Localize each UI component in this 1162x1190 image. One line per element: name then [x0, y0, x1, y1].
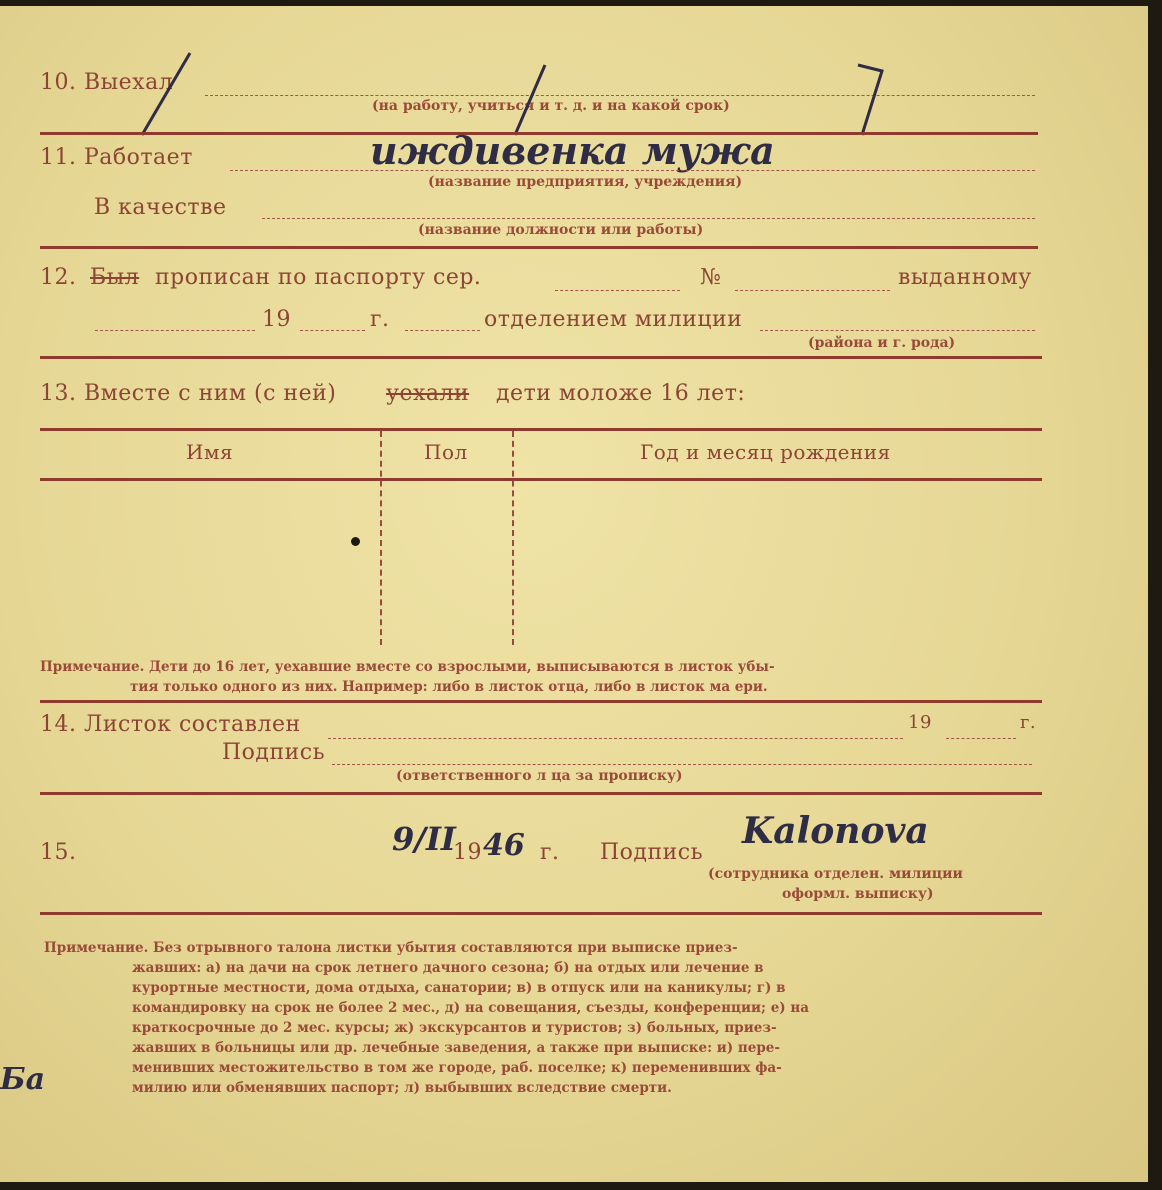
police-dept-line[interactable] [760, 330, 1035, 331]
divider-11 [40, 246, 1038, 249]
table-header-birth: Год и месяц рождения [640, 440, 891, 464]
bottom-note-line: Примечание. Без отрывного талона листки убытия составляются при выписке приез- [44, 940, 738, 956]
divider-12 [40, 356, 1042, 359]
field-12-g: г. [370, 307, 390, 332]
field-12-num: 12. [40, 265, 77, 290]
table-header-name: Имя [186, 440, 234, 464]
divider-13 [40, 700, 1042, 703]
bottom-note-line: жавших в больницы или др. лечебные заведения, а также при выписке: и) пере- [132, 1040, 780, 1056]
field-14-caption: (ответственного л ца за прописку) [396, 768, 683, 784]
field-11-caption1: (название предприятия, учреждения) [428, 174, 743, 190]
field-15-g: г. [540, 840, 560, 865]
field-15-caption2: оформл. выписку) [782, 886, 934, 902]
field-15-label: 15. [40, 840, 77, 865]
margin-handwriting: Ба [0, 1062, 46, 1097]
field-12-text: прописан по паспорту сер. [155, 265, 482, 290]
field-10-label: 10. Выехал [40, 70, 174, 95]
field-13-note-line1: Примечание. Дети до 16 лет, уехавшие вместе со взрослыми, выписываются в листок убы- [40, 659, 775, 675]
top-border [0, 0, 1162, 6]
passport-number-line[interactable] [735, 290, 890, 291]
bottom-note [44, 938, 809, 1098]
field-11-position-line[interactable] [262, 218, 1035, 219]
bottom-note-line: милию или обменявших паспорт; л) выбывших вследствие смерти. [132, 1080, 672, 1096]
field-10-caption: (на работу, учиться и т. д. и на какой срок) [372, 98, 730, 114]
field-14-label: 14. Листок составлен [40, 712, 301, 737]
issue-year-line[interactable] [300, 330, 365, 331]
divider-15 [40, 912, 1042, 915]
field-11-position-label: В качестве [94, 195, 227, 220]
field-12-issued: выданному [898, 265, 1032, 290]
field-14-year-line[interactable] [946, 738, 1016, 739]
field-11-caption2: (название должности или работы) [418, 222, 704, 238]
table-col-divider-2 [512, 431, 514, 645]
field-15-signature: Kalonova [742, 810, 929, 852]
field-12-caption: (района и г. рода) [808, 335, 956, 351]
field-12-dept: отделением милиции [484, 307, 743, 332]
field-13-note-line2: тия только одного из них. Например: либо в листок отца, либо в листок ма ери. [130, 679, 768, 695]
bottom-note-line: командировку на срок не более 2 мес., д) на совещания, съезды, конференции; е) на [132, 1000, 810, 1016]
issue-extra-line[interactable] [405, 330, 480, 331]
field-14-sign-line[interactable] [332, 764, 1032, 765]
passport-number-label: № [700, 265, 722, 290]
field-11-handwritten: иждивенка мужа [370, 128, 775, 173]
field-15-year-hw: 46 [483, 828, 525, 863]
table-header-sex: Пол [424, 440, 468, 464]
field-15-sign-label: Подпись [600, 840, 704, 865]
field-12-struck: Был [90, 265, 140, 290]
right-border [1148, 0, 1162, 1190]
field-11-label: 11. Работает [40, 145, 193, 170]
field-15-caption1: (сотрудника отделен. милиции [708, 866, 963, 882]
field-14-g: г. [1020, 712, 1037, 733]
field-11-line[interactable] [230, 170, 1035, 171]
bottom-note-line: курортные местности, дома отдыха, санатории; в) в отпуск или на каникулы; г) в [132, 980, 786, 996]
bottom-note-line: краткосрочные до 2 мес. курсы; ж) экскурсантов и туристов; з) больных, приез- [132, 1020, 777, 1036]
field-14-sign-label: Подпись [222, 740, 326, 765]
field-15-date-hw: 9/II [392, 820, 456, 858]
field-14-line[interactable] [328, 738, 903, 739]
field-13-struck: уехали [386, 381, 470, 406]
bottom-note-line: жавших: а) на дачи на срок летнего дачного сезона; б) на отдых или лечение в [132, 960, 764, 976]
field-12-year: 19 [262, 307, 291, 332]
issue-date-line[interactable] [95, 330, 255, 331]
field-14-year: 19 [908, 712, 932, 733]
passport-series-line[interactable] [555, 290, 680, 291]
table-top-rule [40, 428, 1042, 431]
bottom-border [0, 1182, 1162, 1190]
table-header-rule [40, 478, 1042, 481]
field-13-text-a: 13. Вместе с ним (с ней) [40, 381, 337, 406]
bottom-note-line: менивших местожительство в том же городе, раб. поселке; к) переменивших фа- [132, 1060, 782, 1076]
table-col-divider-1 [380, 431, 382, 645]
ink-dot [351, 537, 360, 546]
divider-14 [40, 792, 1042, 795]
field-15-year-prefix: 19 [453, 840, 482, 865]
field-13-text-b: дети моложе 16 лет: [496, 381, 746, 406]
